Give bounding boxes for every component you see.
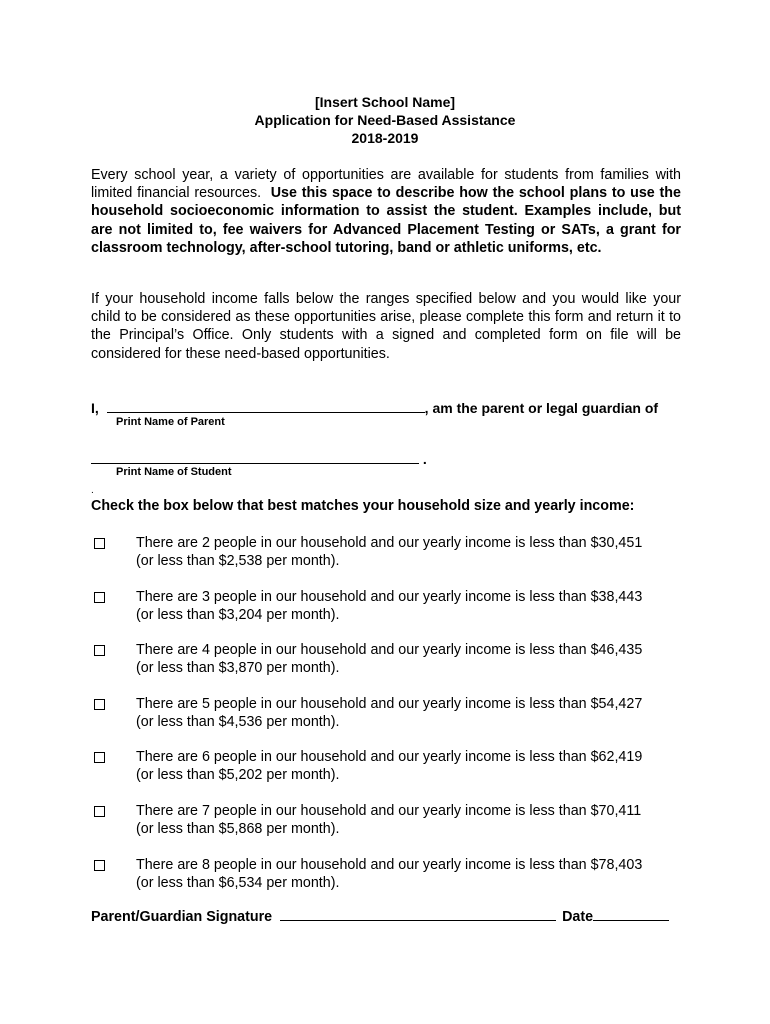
- student-suffix: .: [422, 451, 427, 467]
- school-year: 2018-2019: [351, 130, 419, 146]
- option-line-2: (or less than $5,202 per month).: [136, 767, 340, 784]
- checkbox-6-people[interactable]: [94, 752, 105, 763]
- income-option: [91, 534, 691, 588]
- stray-dot: .: [91, 485, 94, 496]
- signature-label: Parent/Guardian Signature: [91, 909, 273, 925]
- student-name-caption: Print Name of Student: [116, 466, 232, 478]
- student-name-field[interactable]: [91, 449, 419, 464]
- checkbox-instruction: Check the box below that best matches your household size and yearly income:: [91, 498, 635, 514]
- eligibility-paragraph: If your household income falls below the ranges specified below and you would like your child to be considered as these opportunities arise, please complete this form and return it to the Principal’s Office. Only students with a signed and completed form on file will be considered for these need-based opportunities.: [91, 291, 681, 362]
- income-option: [91, 748, 691, 802]
- option-line-1: There are 4 people in our household and our yearly income is less than $46,435: [136, 642, 643, 659]
- option-line-2: (or less than $4,536 per month).: [136, 713, 340, 730]
- signature-row: [91, 906, 669, 925]
- income-option: [91, 641, 691, 695]
- option-line-1: There are 2 people in our household and our yearly income is less than $30,451: [136, 535, 643, 551]
- checkbox-5-people[interactable]: [94, 699, 105, 710]
- income-option: [91, 856, 691, 910]
- option-line-2: (or less than $5,868 per month).: [136, 820, 340, 837]
- income-options-list: [91, 534, 691, 909]
- signature-field[interactable]: [280, 906, 556, 921]
- date-label: Date: [562, 909, 594, 925]
- option-line-1: There are 5 people in our household and our yearly income is less than $54,427: [136, 695, 643, 712]
- option-line-1: There are 8 people in our household and our yearly income is less than $78,403: [136, 856, 643, 873]
- parent-suffix: , am the parent or legal guardian of: [424, 400, 659, 416]
- checkbox-7-people[interactable]: [94, 806, 105, 817]
- intro-bold-text: Use this space to describe how the school plans to use the household socioeconomic information to assist the student. Examples include, but are not limited to, fee waivers for Advanced Placement Testing or SATs, a grant for classroom technology, after-school tutoring, band or athletic uniforms, etc.: [91, 185, 681, 256]
- checkbox-8-people[interactable]: [94, 860, 105, 871]
- student-name-row: [91, 449, 427, 467]
- school-name: [Insert School Name]: [314, 94, 456, 110]
- parent-name-field[interactable]: [107, 398, 425, 413]
- option-line-1: There are 6 people in our household and our yearly income is less than $62,419: [136, 749, 643, 766]
- parent-prefix: I,: [91, 400, 99, 416]
- option-line-1: There are 7 people in our household and our yearly income is less than $70,411: [136, 802, 642, 819]
- option-line-2: (or less than $3,204 per month).: [136, 606, 340, 623]
- option-line-2: (or less than $3,870 per month).: [136, 660, 340, 677]
- intro-plain-text: Every school year, a variety of opportunities are available for students from families with limited financial resources.: [91, 167, 681, 202]
- form-title: Application for Need-Based Assistance: [254, 112, 516, 128]
- income-option: [91, 588, 691, 642]
- checkbox-3-people[interactable]: [94, 592, 105, 603]
- date-field[interactable]: [593, 906, 669, 921]
- income-option: [91, 695, 691, 749]
- option-line-2: (or less than $2,538 per month).: [136, 553, 340, 569]
- checkbox-4-people[interactable]: [94, 645, 105, 656]
- parent-name-row: [91, 398, 658, 416]
- income-option: [91, 802, 691, 856]
- checkbox-2-people[interactable]: [94, 538, 105, 549]
- parent-name-caption: Print Name of Parent: [116, 416, 225, 428]
- intro-paragraph: [91, 166, 681, 257]
- option-line-1: There are 3 people in our household and our yearly income is less than $38,443: [136, 588, 643, 605]
- option-line-2: (or less than $6,534 per month).: [136, 874, 340, 891]
- form-header: [0, 93, 770, 147]
